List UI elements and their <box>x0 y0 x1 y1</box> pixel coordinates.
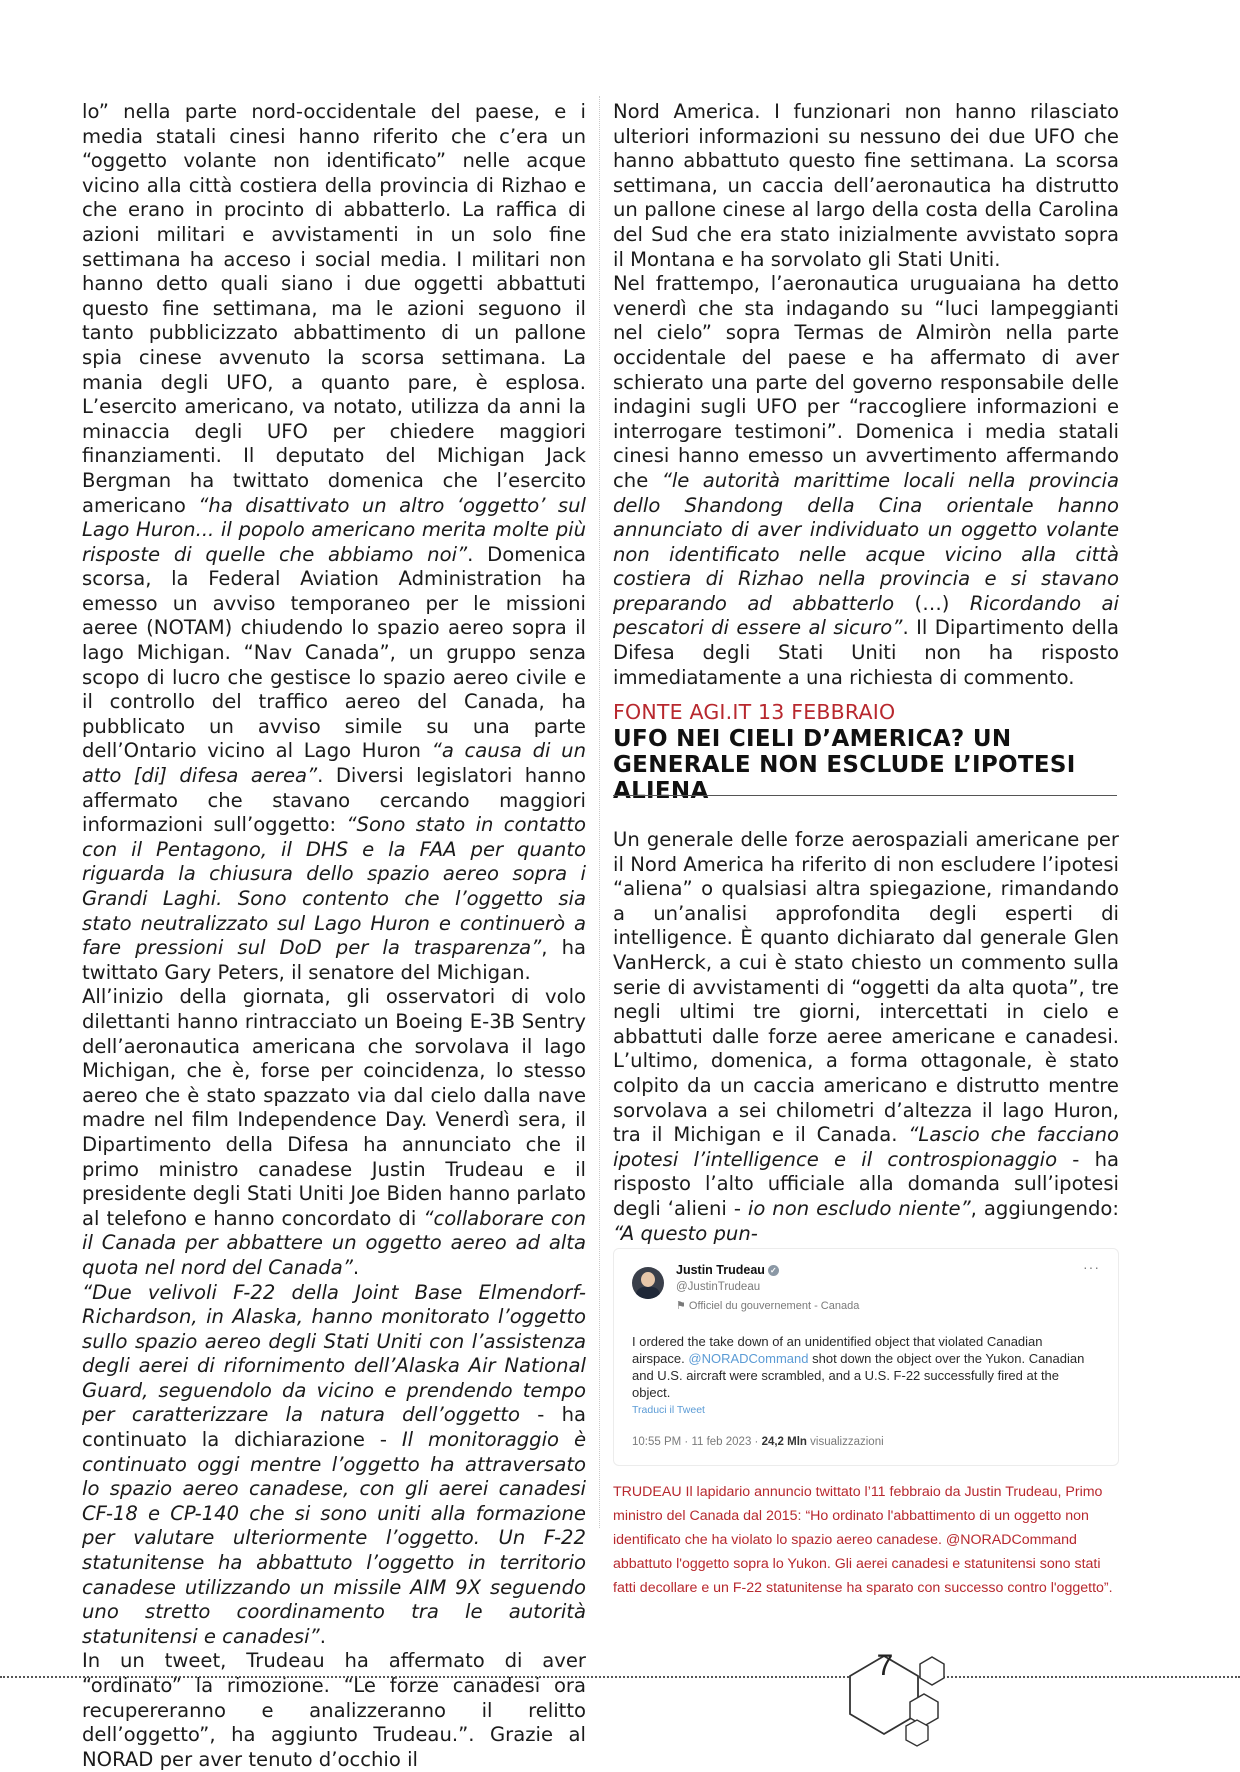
body-paragraph: Nel frattempo, l’aeronautica uruguaiana ha detto venerdì che sta indagando su “luci lampeggianti nel cielo” sopra Termas de Almiròn nella parte occidentale del paese e ha affermato di aver schierato una parte del governo responsabile delle indagini sugli UFO per “raccogliere informazioni e interrogare testimoni”. Domenica i media statali cinesi hanno emesso un avvertimento affermando che “le autorità marittime locali nella provincia dello Shandong della Cina orientale hanno annunciato di aver individuato un oggetto volante non identificato nelle acque vicino alla città costiera di Rizhao nella provincia e si stavano preparando ad abbatterlo (…) Ricordando ai pescatori di essere al sicuro”. Il Dipartimento della Difesa degli Stati Uniti non ha risposto immediatamente a una richiesta di commento. <box>613 272 1119 689</box>
body-paragraph: Nord America. I funzionari non hanno rilasciato ulteriori informazioni su nessuno dei due UFO che hanno abbattuto questo fine settimana. La scorsa settimana, un caccia dell’aeronautica ha distrutto un pallone cinese al largo della costa della Carolina del Sud che era stato inizialmente avvistato sopra il Montana e ha sorvolato gli Stati Uniti. <box>613 100 1119 271</box>
tweet-handle: @JustinTrudeau <box>676 1281 761 1293</box>
verified-icon: ✓ <box>768 1265 779 1276</box>
tweet-card <box>613 1248 1119 1466</box>
translate-link: Traduci il Tweet <box>632 1404 705 1416</box>
section-source: FONTE AGI.IT 13 FEBBRAIO <box>613 700 896 724</box>
tweet-text: I ordered the take down of an unidentified object that violated Canadian airspace. @NORADCommand shot down the object over the Yukon. Canadian and U.S. aircraft were scrambled, and a U.S. F-22 successfully fired at the object. <box>632 1334 1085 1400</box>
title-rule <box>613 795 1117 796</box>
tweet-meta: 10:55 PM · 11 feb 2023 · 24,2 Mln visualizzazioni <box>632 1436 884 1448</box>
left-column <box>82 100 586 1772</box>
body-paragraph: In un tweet, Trudeau ha affermato di aver “ordinato” la rimozione. “Le forze canadesi ora recupereranno e analizzeranno il relitto dell’oggetto”, ha aggiunto Trudeau.”. Grazie al NORAD per aver tenuto d’occhio il <box>82 1649 586 1771</box>
page-number: 7 <box>876 1649 894 1682</box>
body-paragraph: lo” nella parte nord-occidentale del paese, e i media statali cinesi hanno riferito che c’era un “oggetto volante non identificato” nelle acque vicino alla città costiera della provincia di Rizhao e che erano in procinto di abbatterlo. La raffica di azioni militari e avvistamenti in un solo fine settimana ha acceso i social media. I militari non hanno detto quali siano i due oggetti abbattuti questo fine settimana, ma le azioni seguono il tanto pubblicizzato abbattimento di un pallone spia cinese avvenuto la scorsa settimana. La mania degli UFO, a quanto pare, è esplosa. L’esercito americano, va notato, utilizza da anni la minaccia degli UFO per chiedere maggiori finanziamenti. Il deputato del Michigan Jack Bergman ha twittato domenica che l’esercito americano “ha disattivato un altro ‘oggetto’ sul Lago Huron... il popolo americano merita molte più risposte di quelle che abbiamo noi”. Domenica scorsa, la Federal Aviation Administration ha emesso un avviso temporaneo per le missioni aeree (NOTAM) chiudendo lo spazio aereo sopra il lago Michigan. “Nav Canada”, un gruppo senza scopo di lucro che gestisce lo spazio aereo civile e il controllo del traffico aereo del Canada, ha pubblicato un avviso simile su una parte dell’Ontario vicino al Lago Huron “a causa di un atto [di] difesa aerea”. Diversi legislatori hanno affermato che stavano cercando maggiori informazioni sull’oggetto: “Sono stato in contatto con il Pentagono, il DHS e la FAA per quanto riguarda la chiusura dello spazio aereo sopra i Grandi Laghi. Sono contento che l’oggetto sia stato neutralizzato sul Lago Huron e continuerò a fare pressioni sul DoD per la trasparenza”, ha twittato Gary Peters, il senatore del Michigan. <box>82 100 587 984</box>
tweet-author-name: Justin Trudeau ✓ <box>676 1263 779 1277</box>
tweet-mention: @NORADCommand <box>688 1351 809 1366</box>
avatar <box>632 1267 664 1299</box>
tweet-official-label: ⚑ Officiel du gouvernement - Canada <box>676 1300 860 1312</box>
body-paragraph: All’inizio della giornata, gli osservatori di volo dilettanti hanno rintracciato un Boeing E-3B Sentry dell’aeronautica americana che sorvolava il lago Michigan, che è, forse per coincidenza, lo stesso aereo che è stato spazzato via dal cielo dalla nave madre nel film Independence Day. Venerdì sera, il Dipartimento della Difesa ha annunciato che il primo ministro canadese Justin Trudeau e il presidente degli Stati Uniti Joe Biden hanno parlato al telefono e hanno concordato di “collaborare con il Canada per abbattere un oggetto aereo ad alta quota nel nord del Canada”. <box>82 985 586 1279</box>
body-paragraph: “Due velivoli F-22 della Joint Base Elmendorf-Richardson, in Alaska, hanno monitorato l’oggetto sullo spazio aereo degli Stati Uniti con l’assistenza degli aerei di rifornimento dell’Alaska Air National Guard, seguendolo da vicino e prendendo tempo per caratterizzare la natura dell’oggetto - ha continuato la dichiarazione - Il monitoraggio è continuato oggi mentre l’oggetto ha attraversato lo spazio aereo canadese, con gli aerei canadesi CF-18 e CP-140 che si sono uniti alla formazione per valutare ulteriormente l’oggetto. Un F-22 statunitense ha abbattuto l’oggetto in territorio canadese utilizzando un missile AIM 9X seguendo uno stretto coordinamento tra le autorità statunitensi e canadesi”. <box>82 1280 587 1648</box>
section-title: UFO NEI CIELI D’AMERICA? UN GENERALE NON ESCLUDE L’IPOTESI ALIENA <box>613 726 1076 804</box>
article-body <box>613 828 1119 1246</box>
footer-dotted-line <box>0 1676 1240 1678</box>
more-options-icon: ··· <box>1083 1259 1100 1275</box>
column-divider <box>599 96 600 1528</box>
flag-icon: ⚑ <box>676 1300 689 1312</box>
body-paragraph: Un generale delle forze aerospaziali americane per il Nord America ha riferito di non escludere l’ipotesi “aliena” o qualsiasi altra spiegazione, rimandando a un’analisi approfondita degli esperti di intelligence. È quanto dichiarato dal generale Glen VanHerck, a cui è stato chiesto un commento sulla serie di avvistamenti di “oggetti da alta quota”, tre negli ultimi tre giorni, intercettati in cielo e abbattuti dalle forze aeree americane e canadesi. L’ultimo, domenica, a forma ottagonale, è stato colpito da un caccia americano e distrutto mentre sorvolava a sei chilometri d’altezza il lago Huron, tra il Michigan e il Canada. “Lascio che facciano ipotesi l’intelligence e il controspionaggio - ha risposto l’alto ufficiale alla domanda sull’ipotesi degli ‘alieni - io non escludo niente”, aggiungendo: “A questo pun- <box>613 828 1120 1245</box>
right-column <box>613 100 1119 690</box>
image-caption: TRUDEAU Il lapidario annuncio twittato l’11 febbraio da Justin Trudeau, Primo ministro del Canada dal 2015: “Ho ordinato l'abbattimento di un oggetto non identificato che ha violato lo spazio aereo canadese. @NORADCommand abbattuto l'oggetto sopra lo Yukon. Gli aerei canadesi e statunitensi sono stati fatti decollare e un F-22 statunitense ha sparato con successo contro l'oggetto”. <box>613 1484 1113 1596</box>
